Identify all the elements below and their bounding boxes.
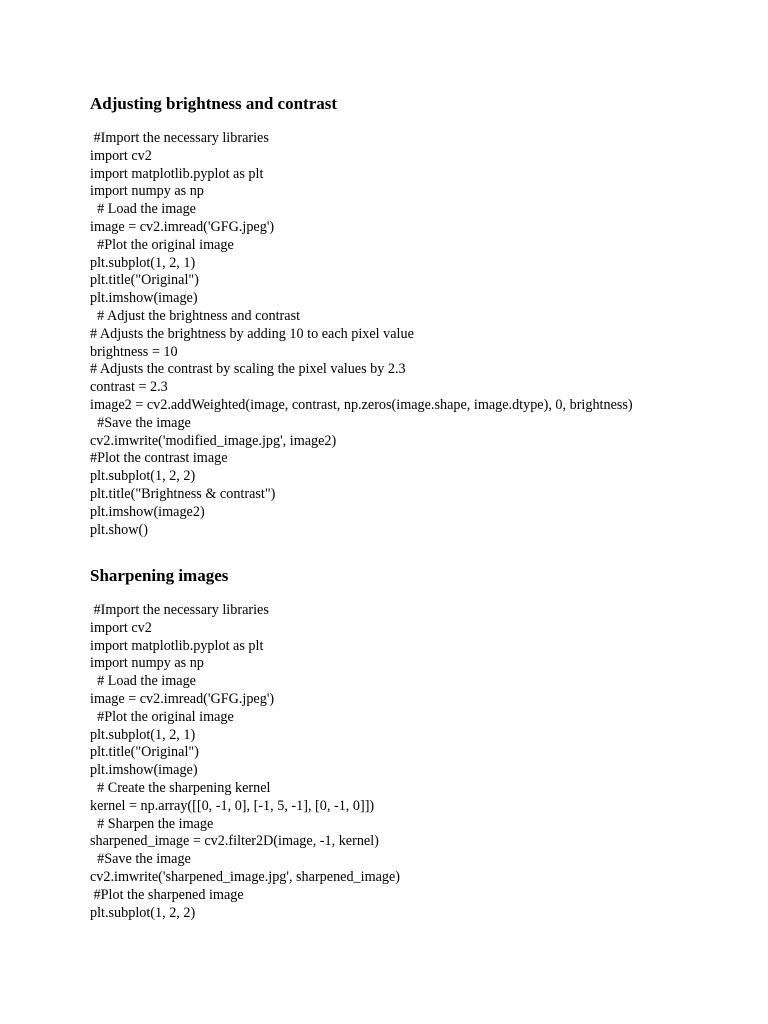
section-heading: Adjusting brightness and contrast <box>90 94 338 113</box>
code-line: image2 = cv2.addWeighted(image, contrast, np.zeros(image.shape, image.dtype), 0, brightness) <box>90 396 633 413</box>
code-line: #Plot the contrast image <box>90 450 228 467</box>
code-line: # Load the image <box>90 201 196 218</box>
code-line: #Import the necessary libraries <box>90 602 269 618</box>
code-line: # Adjusts the brightness by adding 10 to each pixel value <box>90 325 414 342</box>
code-line: plt.title("Original") <box>90 272 199 289</box>
code-line: cv2.imwrite('modified_image.jpg', image2) <box>90 432 337 449</box>
code-line: plt.subplot(1, 2, 1) <box>90 726 196 743</box>
code-line: plt.imshow(image2) <box>90 503 205 520</box>
code-line: #Plot the sharpened image <box>90 886 244 903</box>
code-line: image = cv2.imread('GFG.jpeg') <box>90 218 275 235</box>
code-line: # Adjusts the contrast by scaling the pixel values by 2.3 <box>90 361 406 378</box>
code-line: #Save the image <box>90 414 191 431</box>
code-line: plt.imshow(image) <box>90 762 198 779</box>
code-line: plt.subplot(1, 2, 2) <box>90 468 196 485</box>
section-brightness-contrast <box>90 93 750 539</box>
section-heading: Sharpening images <box>90 566 229 585</box>
code-line: plt.title("Original") <box>90 744 199 761</box>
code-line: import cv2 <box>90 147 152 164</box>
code-line: #Import the necessary libraries <box>90 130 269 146</box>
code-block <box>90 130 750 539</box>
code-line: plt.title("Brightness & contrast") <box>90 485 276 502</box>
code-line: image = cv2.imread('GFG.jpeg') <box>90 690 275 707</box>
code-line: # Create the sharpening kernel <box>90 779 271 796</box>
code-line: # Load the image <box>90 673 196 690</box>
code-line: import matplotlib.pyplot as plt <box>90 165 264 182</box>
code-line: plt.show() <box>90 521 148 538</box>
code-line: contrast = 2.3 <box>90 379 168 396</box>
code-line: import numpy as np <box>90 655 204 672</box>
code-line: brightness = 10 <box>90 343 178 360</box>
code-line: # Sharpen the image <box>90 815 214 832</box>
code-line: #Plot the original image <box>90 236 234 253</box>
code-line: sharpened_image = cv2.filter2D(image, -1, kernel) <box>90 833 379 850</box>
code-line: import matplotlib.pyplot as plt <box>90 637 264 654</box>
code-line: cv2.imwrite('sharpened_image.jpg', sharpened_image) <box>90 868 401 885</box>
code-line: import cv2 <box>90 619 152 636</box>
code-line: plt.imshow(image) <box>90 290 198 307</box>
code-block <box>90 602 750 922</box>
code-line: plt.subplot(1, 2, 2) <box>90 904 196 921</box>
code-line: # Adjust the brightness and contrast <box>90 307 301 324</box>
code-line: kernel = np.array([[0, -1, 0], [-1, 5, -1], [0, -1, 0]]) <box>90 797 375 814</box>
code-line: plt.subplot(1, 2, 1) <box>90 254 196 271</box>
code-line: #Save the image <box>90 851 191 868</box>
code-line: #Plot the original image <box>90 708 234 725</box>
code-line: import numpy as np <box>90 183 204 200</box>
section-sharpening <box>90 565 750 922</box>
